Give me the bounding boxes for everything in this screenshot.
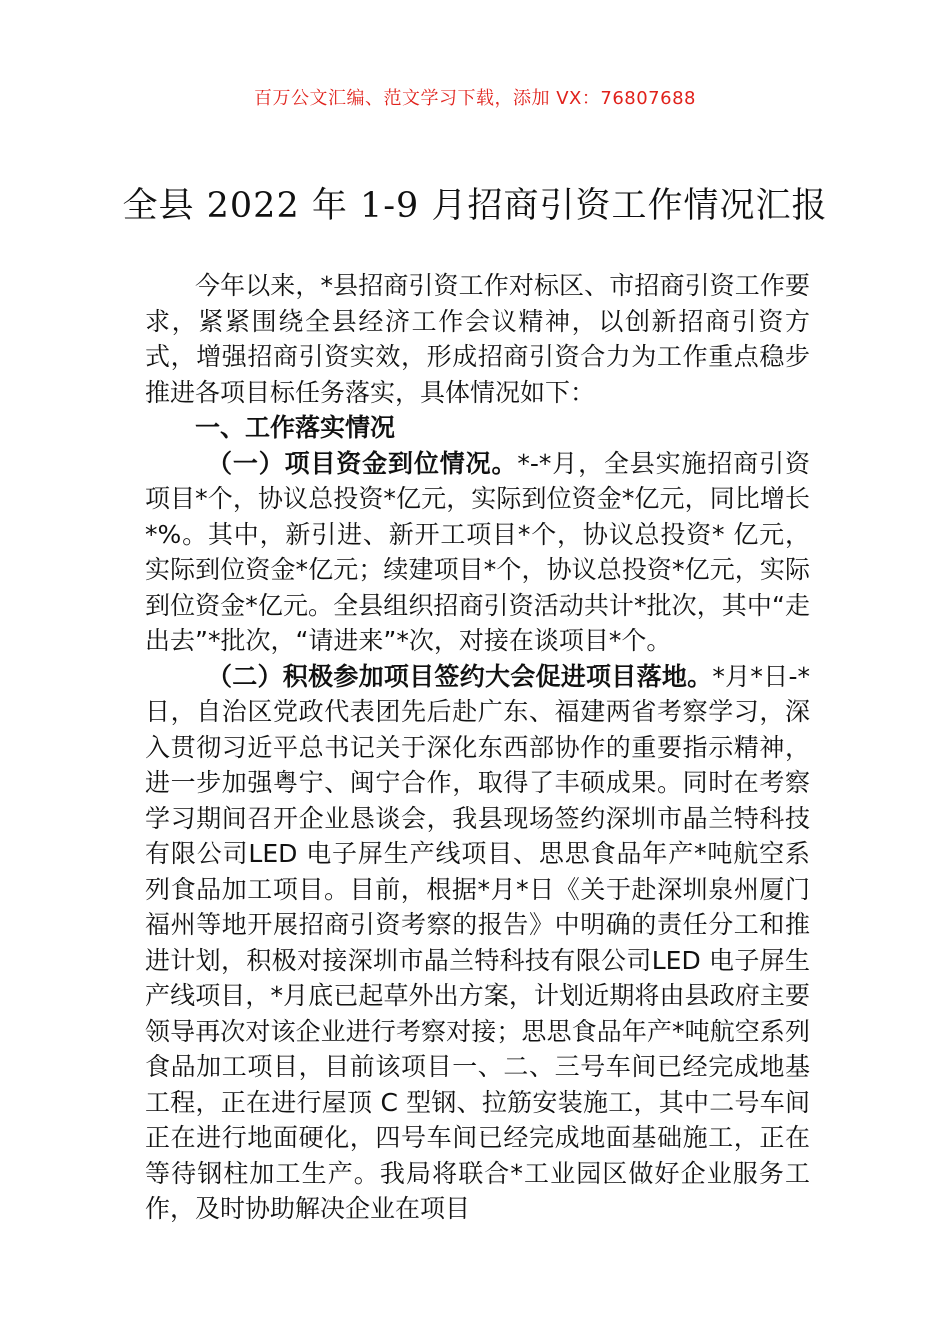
subsection-heading-1: （一）项目资金到位情况。 [207, 448, 518, 478]
subsection-paragraph-2 [145, 659, 810, 1227]
section-heading-1: 一、工作落实情况 [195, 413, 396, 442]
subsection-text-2: *月*日-*日，自治区党政代表团先后赴广东、福建两省考察学习，深入贯彻习近平总书记关于深化东西部协作的重要指示精神，进一步加强粤宁、闽宁合作，取得了丰硕成果。同时在考察学习期间召开企业恳谈会，我县现场签约深圳市晶兰特科技有限公司LED 电子屏生产线项目、思思食品年产*吨航空系列食品加工项目。目前，根据*月*日《关于赴深圳泉州厦门福州等地开展招商引资考察的报告》中明确的责任分工和推进计划，积极对接深圳市晶兰特科技有限公司LED 电子屏生产线项目，*月底已起草外出方案，计划近期将由县政府主要领导再次对该企业进行考察对接；思思食品年产*吨航空系列食品加工项目，目前该项目一、二、三号车间已经完成地基工程，正在进行屋顶 C 型钢、拉筋安装施工，其中二号车间正在进行地面硬化，四号车间已经完成地面基础施工，正在等待钢柱加工生产。我局将联合*工业园区做好企业服务工作，及时协助解决企业在项目 [145, 661, 810, 1223]
document-title: 全县 2022 年 1-9 月招商引资工作情况汇报 [122, 186, 828, 226]
subsection-heading-2: （二）积极参加项目签约大会促进项目落地。 [207, 661, 713, 691]
header-banner: 百万公文汇编、范文学习下载，添加 VX：76807688 [254, 88, 696, 109]
subsection-paragraph-1 [145, 446, 810, 659]
intro-paragraph: 今年以来，*县招商引资工作对标区、市招商引资工作要求，紧紧围绕全县经济工作会议精神，以创新招商引资方式，增强招商引资实效，形成招商引资合力为工作重点稳步推进各项目标任务落实，具体情况如下： [145, 271, 810, 407]
document-body [145, 268, 810, 1227]
subsection-text-1: *-*月，全县实施招商引资项目*个，协议总投资*亿元，实际到位资金*亿元，同比增长*%。其中，新引进、新开工项目*个，协议总投资* 亿元，实际到位资金*亿元；续建项目*个，协议总投资*亿元，实际到位资金*亿元。全县组织招商引资活动共计*批次，其中“走出去”*批次，“请进来”*次，对接在谈项目*个。 [145, 448, 810, 655]
